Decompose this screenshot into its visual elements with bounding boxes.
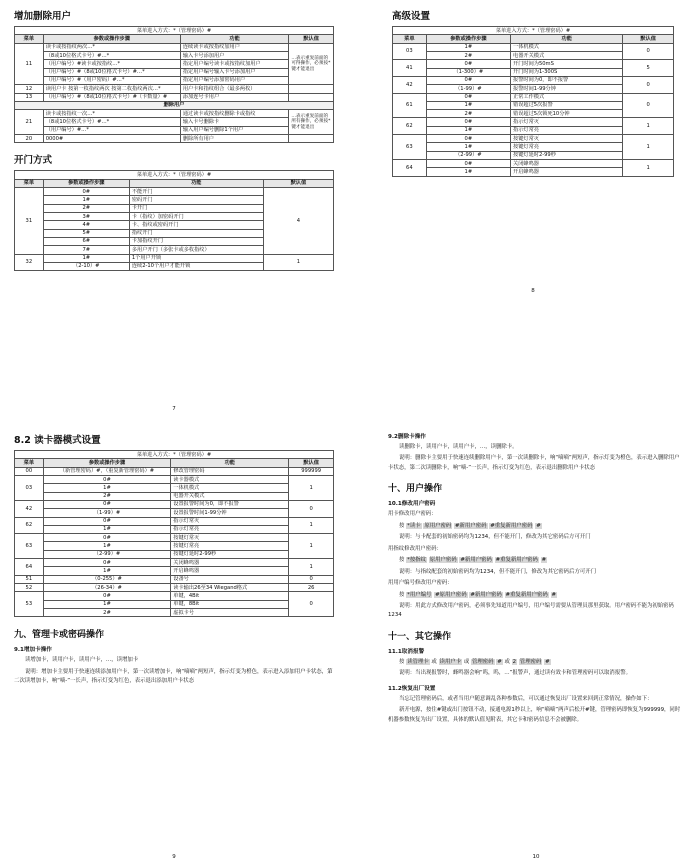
default-cell [289, 85, 334, 93]
key-token: # [536, 522, 541, 529]
default-cell: 1 [289, 475, 334, 500]
key-token: *用户编号 [407, 591, 432, 598]
subsection-title-factory-reset: 11.2恢复出厂设置 [388, 685, 436, 692]
default-cell: 0 [289, 592, 334, 617]
function-cell: 按键灯延时2-99秒 [171, 550, 289, 558]
section-title-door-open-mode: 开门方式 [14, 155, 53, 167]
step-cell: 读卡或按指纹一次…* [43, 110, 180, 118]
header-function: 功能 [129, 179, 263, 187]
key-text: 按 [399, 522, 405, 529]
function-cell: 一体机模式 [511, 43, 623, 51]
menu-code: 53 [15, 592, 44, 617]
function-cell: 通过读卡或按指纹删除卡或指纹 [180, 110, 288, 118]
door-open-mode-table [14, 170, 334, 271]
header-menu: 菜单 [393, 35, 427, 43]
page-10 [388, 428, 684, 860]
menu-entry-caption: 菜单进入方式：*（管理密码）# [15, 27, 334, 35]
menu-code: 31 [15, 188, 44, 255]
table-row [15, 475, 334, 483]
subsection-title-change-password: 10.1修改用户密码 [388, 501, 436, 508]
function-cell: 指示灯常亮 [511, 126, 623, 134]
header-function: 功能 [511, 35, 623, 43]
function-cell: 指定用户编号输入卡号添加用户 [180, 68, 288, 76]
default-cell: 4 [263, 188, 333, 255]
function-cell: 指示灯常亮 [171, 525, 289, 533]
menu-entry-caption: 菜单进入方式：*（管理密码）# [393, 27, 674, 35]
function-cell: 密码开门 [129, 196, 263, 204]
table-row [15, 584, 334, 592]
default-cell: 0 [623, 43, 674, 60]
function-cell: 错误超过5次报警 [511, 101, 623, 109]
menu-code: 52 [15, 584, 44, 592]
default-cell: 1 [289, 534, 334, 559]
reader-mode-table [14, 450, 334, 617]
page-8 [392, 4, 674, 294]
function-cell: 按键灯常灭 [171, 534, 289, 542]
table-row [15, 509, 334, 517]
table-row [393, 60, 674, 68]
header-menu: 菜单 [15, 179, 44, 187]
subsection-title-add-card: 9.1增加卡操作 [14, 647, 52, 654]
step-cell: （8或10位格式卡号）#…* [43, 118, 180, 126]
paragraph: 用卡修改用户密码： [388, 511, 437, 518]
function-cell: 1个用户开锁 [129, 254, 263, 262]
step-cell: 1# [43, 542, 171, 550]
step-cell: 0# [426, 76, 510, 84]
menu-code: 62 [15, 517, 44, 534]
table-row [393, 118, 674, 126]
paragraph: 说明：与指纹配套的初始密码均为1234，但不能开门，修改为其它密码后方可开门 [399, 568, 597, 575]
menu-code: 63 [393, 135, 427, 160]
page-number: 9 [172, 854, 176, 860]
default-cell: 1 [623, 160, 674, 177]
table-row [15, 567, 334, 575]
function-cell: 单键，4Bit [171, 592, 289, 600]
function-cell: 卡开门 [129, 204, 263, 212]
key-token: #新用户密码 [455, 522, 487, 529]
function-cell: 关闭蜂鸣器 [171, 559, 289, 567]
function-cell: 设备号 [171, 575, 289, 583]
step-cell: （用户编号）#（用户密码）#…* [43, 76, 180, 84]
table-row [15, 254, 334, 262]
function-cell: 输入卡号删除卡 [180, 118, 288, 126]
table-row [15, 135, 334, 143]
page-number: 10 [532, 854, 540, 860]
step-cell: （1-99）# [43, 509, 171, 517]
table-row [15, 93, 334, 101]
function-cell: 指纹开门 [129, 229, 263, 237]
section-title-advanced-settings: 高级设置 [392, 11, 431, 22]
default-cell: 1 [289, 559, 334, 576]
key-token: 原用户密码 [424, 522, 452, 529]
table-row [15, 492, 334, 500]
table-row [393, 93, 674, 101]
function-cell: 开启蜂鸣器 [511, 168, 623, 176]
function-cell: 输入用户编号删除1个用户 [180, 126, 288, 134]
step-cell: 1# [426, 168, 510, 176]
key-token: *按指纹 [407, 557, 426, 564]
key-token: 管理密码 [519, 658, 542, 665]
function-cell: 指示灯常灭 [511, 118, 623, 126]
step-cell: 4# [43, 221, 129, 229]
key-sequence [388, 658, 684, 667]
header-step: 参数或操作步骤 [43, 459, 171, 467]
step-cell: 2# [426, 51, 510, 59]
function-cell: 按键灯常亮 [511, 143, 623, 151]
step-cell: （1-99）# [426, 85, 510, 93]
key-text: 或 [431, 658, 437, 665]
table-row [15, 68, 334, 76]
paragraph: 读增加卡，读用户卡，读用户卡，…，读增加卡 [25, 657, 139, 664]
table-row [393, 135, 674, 143]
function-cell: 指定用户编号添加密码用户 [180, 76, 288, 84]
key-token: # [497, 658, 502, 665]
table-row [15, 76, 334, 84]
table-row [15, 575, 334, 583]
page-number: 7 [172, 406, 176, 412]
key-token: # [541, 557, 547, 564]
step-cell: 5# [43, 229, 129, 237]
key-text: 按 [399, 591, 405, 598]
menu-code: 03 [15, 475, 44, 500]
table-row [15, 600, 334, 608]
table-row [15, 534, 334, 542]
step-cell: 1# [43, 567, 171, 575]
step-cell: 0# [43, 500, 171, 508]
paragraph: 用指纹修改用户密码： [388, 545, 442, 552]
paragraph: 说明：当出现报警时，蜂鸣器会响“呜，呜，…”报警声，通过读有效卡和管理密码可以取消报警。 [399, 670, 631, 677]
step-cell: 0000# [43, 135, 180, 143]
function-cell: 关闭蜂鸣器 [511, 160, 623, 168]
function-cell: 不能开门 [129, 188, 263, 196]
key-token: #新用户密码 [470, 591, 502, 598]
table-row [393, 160, 674, 168]
page-number: 8 [531, 288, 535, 294]
table-row [15, 484, 334, 492]
step-cell: （2-99）# [426, 151, 510, 159]
paragraph: 说明：增加卡主要用于快速连续添加用户卡，第一次读增加卡，响“嘀嘀”两短声，指示灯变为橙色，表示进入添加用户卡状态，第二次读增加卡，响“嘀-”一长声，指示灯变为红色，表示退出添加用户卡状态 [14, 668, 333, 685]
step-cell: 1# [43, 196, 129, 204]
step-cell: 0# [43, 517, 171, 525]
function-cell: 指示灯常灭 [171, 517, 289, 525]
key-token: 读用户卡 [439, 658, 462, 665]
function-cell: 单键，8Bit [171, 600, 289, 608]
step-cell: （0-255）# [43, 575, 171, 583]
header-default: 默认值 [289, 459, 334, 467]
header-step: 参数或操作步骤 [43, 35, 180, 43]
step-cell: 读用户卡 按第一枚指纹两次 按第二枚指纹两次…* [43, 85, 180, 93]
menu-entry-caption: 菜单进入方式：*（管理密码）# [15, 171, 334, 179]
key-token: # [545, 658, 550, 665]
step-cell: 6# [43, 237, 129, 245]
paragraph: 说明：删除卡主要用于快速连续删除用户卡，第一次读删除卡，响“嘀嘀”两短声，指示灯变为橙色，表示进入删除用户卡状态，第二次读删除卡，响“嘀-”一长声，指示灯变为红色，表示退出删除用户卡状态 [388, 455, 680, 471]
function-cell: 按键灯延时2-99秒 [511, 151, 623, 159]
header-step: 参数或操作步骤 [43, 179, 129, 187]
step-cell: （26-34）# [43, 584, 171, 592]
function-cell: 卡（指纹）加密码开门 [129, 212, 263, 220]
key-token: 管理密码 [471, 658, 494, 665]
default-cell: 999999 [289, 467, 334, 475]
paragraph: 用用户编号修改用户密码： [388, 580, 453, 587]
function-cell: 按键灯常亮 [171, 542, 289, 550]
table-row [15, 500, 334, 508]
step-cell: 0# [43, 559, 171, 567]
header-menu: 菜单 [15, 35, 44, 43]
function-cell: 输入卡号添加用户 [180, 51, 288, 59]
key-token: #原用户密码 [435, 591, 467, 598]
function-cell: 删除所有用户 [180, 135, 288, 143]
table-row [15, 517, 334, 525]
default-cell: 1 [623, 118, 674, 135]
key-token: #新用户密码 [460, 557, 492, 564]
key-token: *读卡 [407, 522, 421, 529]
step-cell: 2# [43, 204, 129, 212]
key-text: 或 [504, 658, 510, 665]
function-cell: 多用户开门（多张卡或多枚指纹） [129, 246, 263, 254]
menu-code: 13 [15, 93, 44, 101]
step-cell: （用户编号）#读卡或按指纹…* [43, 60, 180, 68]
default-cell [289, 93, 334, 101]
paragraph: 读删除卡，读用户卡，读用户卡，…，读删除卡。 [399, 444, 518, 450]
key-token: 2 [512, 658, 517, 665]
step-cell: （用户编号）#（8或10位格式卡号）#（卡数量）# [43, 93, 180, 101]
table-row [15, 525, 334, 533]
menu-code: 11 [15, 43, 44, 85]
table-row [15, 592, 334, 600]
section-title-add-delete-users: 增加删除用户 [14, 11, 72, 22]
paragraph: 当忘记管理密码后，或者当用户随意调乱各种参数后，可以通过恢复出厂设置来回到正常情况，操作如下： [399, 695, 653, 702]
key-text: 或 [463, 658, 470, 665]
step-cell: 1# [43, 525, 171, 533]
subsection-title-cancel-alarm: 11.1取消报警 [388, 648, 425, 655]
default-cell: 0 [289, 575, 334, 583]
menu-code: 21 [15, 110, 44, 135]
step-cell: （1-300）# [426, 68, 510, 76]
menu-code: 61 [393, 93, 427, 118]
step-cell: （新管理密码）#，（重复新管理密码）# [43, 467, 171, 475]
function-cell: 用户卡和指纹组合（最多两枚） [180, 85, 288, 93]
step-cell: 0# [426, 60, 510, 68]
key-sequence [388, 556, 684, 565]
key-sequence [388, 591, 684, 600]
menu-code: 64 [393, 160, 427, 177]
step-cell: 2# [426, 110, 510, 118]
paragraph: 说明：用此方式修改用户密码，必须事先知道用户编号，用户编号需要从管理员那里获取。用户密码不能为初始密码1234 [388, 602, 674, 619]
step-cell: 1# [426, 101, 510, 109]
step-cell: 1# [426, 143, 510, 151]
default-cell: 1 [623, 135, 674, 160]
key-text: 按 [399, 658, 405, 665]
table-row [15, 60, 334, 68]
table-row [15, 608, 334, 616]
step-cell: 1# [43, 600, 171, 608]
header-step: 参数或操作步骤 [426, 35, 510, 43]
function-cell: 修改管理密码 [171, 467, 289, 475]
default-cell: 0 [289, 500, 334, 517]
table-row [15, 542, 334, 550]
step-cell: 2# [43, 608, 171, 616]
paragraph: 说明：与卡配套的初始密码均为1234，但不能开门，修改为其它密码后方可开门 [399, 534, 591, 541]
header-function: 功能 [180, 35, 288, 43]
default-cell: 1 [263, 254, 333, 271]
table-row [15, 559, 334, 567]
function-cell: 电器开关模式 [511, 51, 623, 59]
table-row [15, 467, 334, 475]
table-row [15, 118, 334, 126]
step-cell: 1# [43, 484, 171, 492]
menu-code: 42 [15, 500, 44, 517]
add-delete-users-table [14, 26, 334, 143]
function-cell: 正常工作模式 [511, 93, 623, 101]
default-cell: 1 [289, 517, 334, 534]
function-cell: 按键灯常灭 [511, 135, 623, 143]
step-cell: 0# [426, 118, 510, 126]
function-cell: 一体机模式 [171, 484, 289, 492]
step-cell: 1# [426, 43, 510, 51]
function-cell: 连续读卡或按指纹加用户 [180, 43, 288, 51]
function-cell: 指定用户编号读卡或按指纹加用户 [180, 60, 288, 68]
function-cell: 电器开关模式 [171, 492, 289, 500]
function-cell: 连续2-10个用户才能开锁 [129, 262, 263, 270]
step-cell: 0# [43, 188, 129, 196]
key-token: #重复新用户密码 [490, 522, 533, 529]
function-cell: 卡、指纹或密码开门 [129, 221, 263, 229]
function-cell: 报警时间1-99分钟 [511, 85, 623, 93]
header-default: 默认值 [263, 179, 333, 187]
menu-code: 20 [15, 135, 44, 143]
default-cell [289, 135, 334, 143]
key-token: 原用户密码 [429, 557, 457, 564]
step-cell: 2# [43, 492, 171, 500]
note-cell: …表示重复前面的所有操作，必须按*键才能退出 [289, 110, 334, 135]
function-cell: 设置报警时间为0，即不报警 [171, 500, 289, 508]
default-cell: 0 [623, 76, 674, 93]
step-cell: 读卡或按指纹两次…* [43, 43, 180, 51]
menu-code: 51 [15, 575, 44, 583]
step-cell: 0# [426, 160, 510, 168]
function-cell: 卡加指纹开门 [129, 237, 263, 245]
key-token: 读管理卡 [407, 658, 429, 665]
page-9 [14, 428, 334, 860]
step-cell: （2-99）# [43, 550, 171, 558]
paragraph: 新开电源，按住#键或出门按钮不动，接通电源1秒以上，响“嘀嘀”两声后松开#键，管理密码即恢复为999999，同时机器参数恢复为出厂设置，具体的默认值见附表，其它卡和密码信息不会被删除。 [388, 707, 681, 723]
page-7 [14, 4, 334, 412]
menu-code: 64 [15, 559, 44, 576]
table-row [15, 85, 334, 93]
header-function: 功能 [171, 459, 289, 467]
menu-code: 00 [15, 467, 44, 475]
table-row [15, 51, 334, 59]
key-text: 按 [399, 557, 405, 564]
note-cell: …表示重复前面的可得操作，必须按*键才能退出 [289, 43, 334, 85]
default-cell: 0 [623, 93, 674, 118]
key-token: # [551, 591, 557, 598]
menu-code: 32 [15, 254, 44, 271]
menu-code: 03 [393, 43, 427, 60]
function-cell: 开门时间为1-300S [511, 68, 623, 76]
key-sequence [388, 522, 684, 531]
step-cell: （用户编号）#（8或10位格式卡号）#…* [43, 68, 180, 76]
section-title-reader-mode: 8.2 读卡器模式设置 [14, 435, 101, 446]
function-cell: 开门时间为50mS [511, 60, 623, 68]
subsection-title-delete-card: 9.2删除卡操作 [388, 434, 426, 440]
menu-code: 41 [393, 60, 427, 77]
table-row [15, 550, 334, 558]
function-cell: 添加连号卡用户 [180, 93, 288, 101]
header-menu: 菜单 [15, 459, 44, 467]
step-cell: （2-10）# [43, 262, 129, 270]
step-cell: 0# [43, 475, 171, 483]
subheader-delete-users: 删除用户 [15, 101, 334, 109]
advanced-settings-table [392, 26, 674, 177]
function-cell: 错误超过5次锁死10分钟 [511, 110, 623, 118]
section-title-other-ops: 十一、其它操作 [388, 631, 452, 642]
table-row [393, 43, 674, 51]
step-cell: 1# [43, 254, 129, 262]
step-cell: 7# [43, 246, 129, 254]
function-cell: 开启蜂鸣器 [171, 567, 289, 575]
step-cell: 0# [43, 592, 171, 600]
step-cell: 3# [43, 212, 129, 220]
key-token: #重复新用户密码 [495, 557, 538, 564]
key-token: #重复新用户密码 [505, 591, 548, 598]
menu-code: 12 [15, 85, 44, 93]
table-row [15, 126, 334, 134]
function-cell: 虚拟卡号 [171, 608, 289, 616]
default-cell: 26 [289, 584, 334, 592]
default-cell: 5 [623, 60, 674, 77]
step-cell: 0# [426, 93, 510, 101]
section-title-user-ops: 十、用户操作 [388, 484, 443, 495]
step-cell: 0# [426, 135, 510, 143]
function-cell: 设置报警时间1-99分钟 [171, 509, 289, 517]
header-default: 默认值 [289, 35, 334, 43]
step-cell: 0# [43, 534, 171, 542]
menu-code: 63 [15, 534, 44, 559]
menu-entry-caption: 菜单进入方式：*（管理密码）# [15, 451, 334, 459]
table-row [15, 110, 334, 118]
table-row [15, 43, 334, 51]
function-cell: 报警时间为0，即不报警 [511, 76, 623, 84]
function-cell: 读卡器模式 [171, 475, 289, 483]
step-cell: （8或10位格式卡号）#…* [43, 51, 180, 59]
step-cell: （用户编号）#…* [43, 126, 180, 134]
header-default: 默认值 [623, 35, 674, 43]
table-row [393, 76, 674, 84]
table-row [15, 188, 334, 196]
section-title-manage-cards: 九、管理卡或密码操作 [14, 630, 105, 641]
step-cell: 1# [426, 126, 510, 134]
function-cell: 读卡输出26至34 Wiegand格式 [171, 584, 289, 592]
menu-code: 62 [393, 118, 427, 135]
menu-code: 42 [393, 76, 427, 93]
